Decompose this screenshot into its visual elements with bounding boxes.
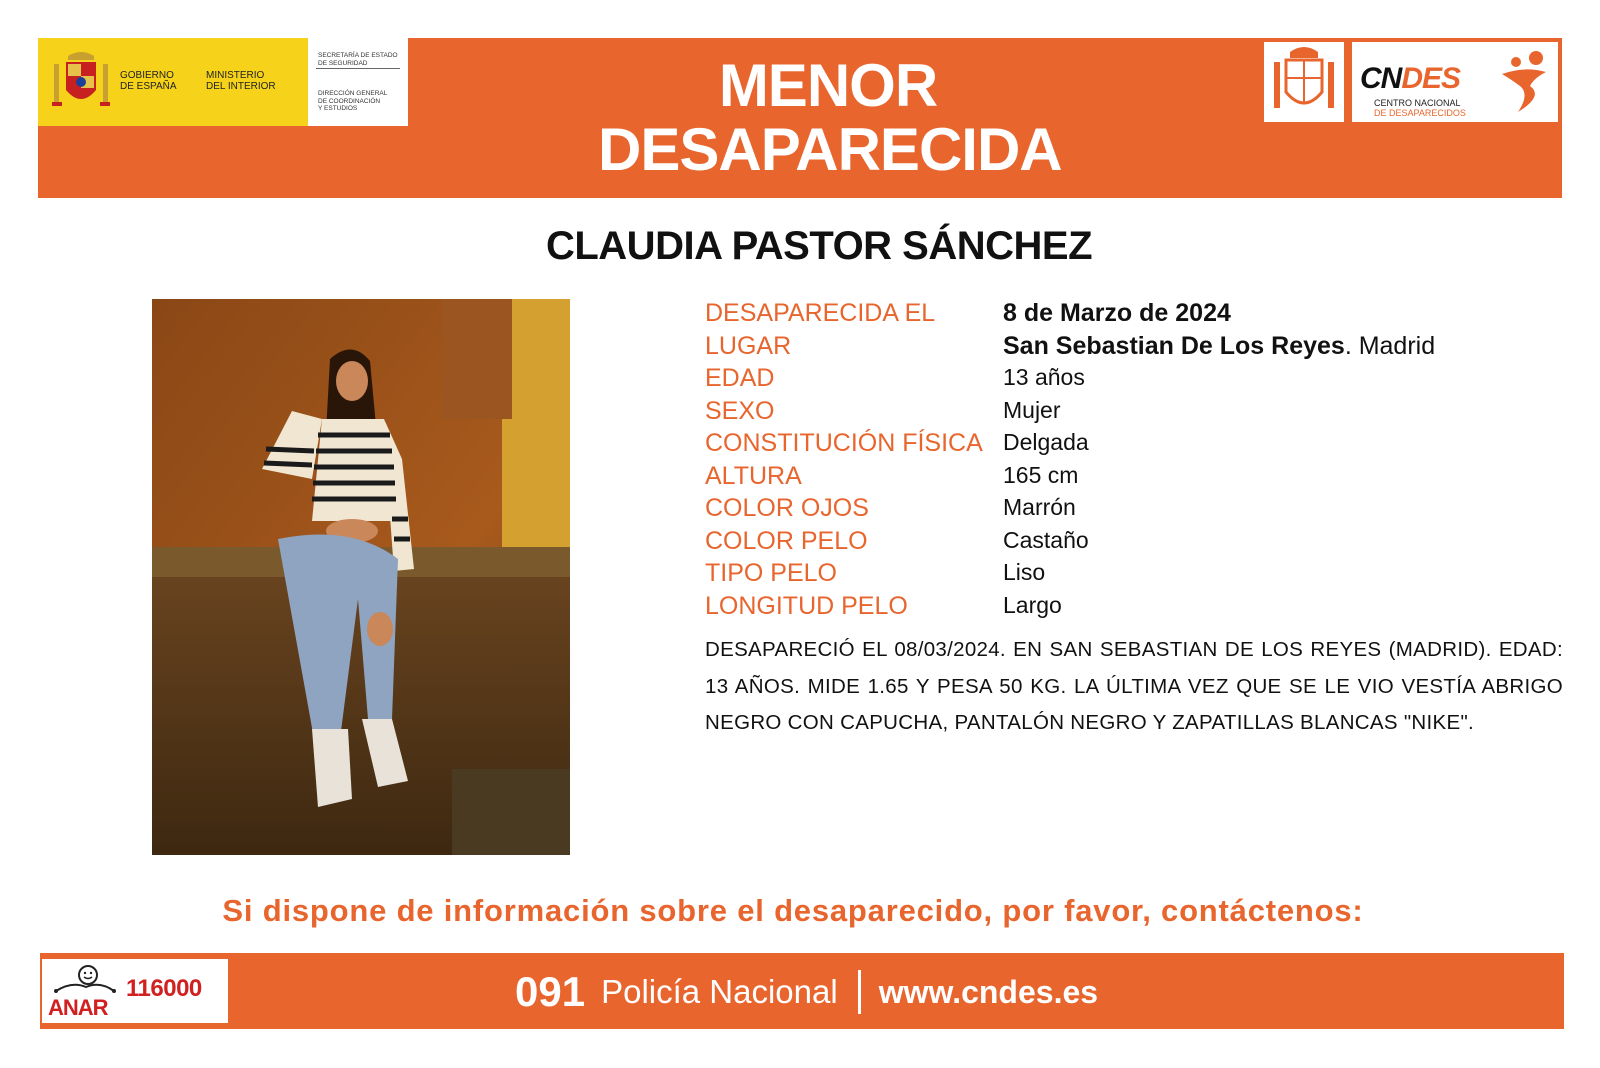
spain-coat-of-arms-icon xyxy=(1264,42,1344,122)
cndes-website: www.cndes.es xyxy=(878,973,1099,1010)
detail-row-tipo-pelo xyxy=(705,559,1565,592)
detail-label: LUGAR xyxy=(705,331,792,360)
detail-value-main: San Sebastian De Los Reyes xyxy=(1003,331,1345,360)
detail-value: Mujer xyxy=(1003,396,1061,423)
detail-row-color-pelo xyxy=(705,527,1565,560)
ministry-line1: MINISTERIO xyxy=(206,70,265,81)
ministry-name xyxy=(206,70,276,92)
spain-coat-of-arms-icon xyxy=(50,50,112,114)
photo-illustration xyxy=(152,299,570,855)
gov-line1: GOBIERNO xyxy=(120,70,174,81)
secretaria-line1: SECRETARÍA DE ESTADO xyxy=(318,52,398,59)
direccion-line1: DIRECCIÓN GENERAL xyxy=(318,90,388,97)
detail-row-longitud-pelo xyxy=(705,592,1565,625)
detail-value-main: 8 de Marzo de 2024 xyxy=(1003,299,1231,327)
detail-value: Liso xyxy=(1003,559,1046,585)
detail-value: Marrón xyxy=(1003,494,1076,520)
gov-name xyxy=(120,70,177,92)
government-logo-block xyxy=(38,38,408,126)
direccion-text xyxy=(318,90,387,113)
missing-person-photo xyxy=(152,299,570,855)
detail-label: CONSTITUCIÓN FÍSICA xyxy=(705,429,983,457)
detail-row-color-ojos xyxy=(705,494,1565,527)
contact-info xyxy=(515,965,1098,1019)
secretaria-text xyxy=(318,52,398,67)
anar-logo xyxy=(42,959,228,1023)
disappearance-description: DESAPARECIÓ EL 08/03/2024. EN SAN SEBASTIAN DE LOS REYES (MADRID). EDAD: 13 AÑOS. MIDE 1.65 Y PESA 50 KG. LA ÚLTIMA VEZ QUE SE LE VIO VESTÍA ABRIGO NEGRO CON CAPUCHA, PANTALÓN NEGRO Y ZAPATILLAS BLANCAS "NIKE". xyxy=(705,638,1563,734)
detail-row-lugar xyxy=(705,332,1565,365)
footer-banner xyxy=(40,953,1564,1029)
cndes-subtitle1: CENTRO NACIONAL xyxy=(1374,98,1461,108)
detail-row-sexo xyxy=(705,397,1565,430)
detail-label: DESAPARECIDA EL xyxy=(705,299,936,327)
header-banner xyxy=(38,38,1562,198)
gov-divider xyxy=(316,68,400,69)
cndes-des: DES xyxy=(1401,62,1461,95)
footer-separator xyxy=(858,970,861,1014)
detail-row-edad xyxy=(705,364,1565,397)
missing-person-name: CLAUDIA PASTOR SÁNCHEZ xyxy=(545,224,1093,268)
detail-row-desaparecida xyxy=(705,299,1565,332)
cndes-logo xyxy=(1352,42,1558,122)
poster-title-line2: DESAPARECIDA xyxy=(598,116,1062,183)
cndes-figure-icon xyxy=(1494,48,1554,116)
cndes-wordmark xyxy=(1360,62,1460,96)
spain-shield-logo xyxy=(1264,42,1344,122)
detail-value xyxy=(1003,332,1435,361)
anar-child-icon xyxy=(52,963,116,997)
police-name: Policía Nacional xyxy=(601,973,838,1010)
direccion-line2: DE COORDINACIÓN xyxy=(318,97,381,105)
contact-prompt: Si dispone de información sobre el desaparecido, por favor, contáctenos: xyxy=(222,893,1364,928)
direccion-line3: Y ESTUDIOS xyxy=(318,105,358,112)
cndes-cn: CN xyxy=(1360,62,1402,95)
ministry-line2: DEL INTERIOR xyxy=(206,81,276,92)
poster-title-line1: MENOR xyxy=(718,52,938,119)
anar-wordmark: ANAR xyxy=(48,995,108,1020)
detail-value-suffix: . Madrid xyxy=(1344,331,1436,360)
detail-label: LONGITUD PELO xyxy=(705,591,908,620)
person-details xyxy=(705,299,1565,624)
detail-value: Delgada xyxy=(1003,429,1089,455)
anar-phone: 116000 xyxy=(126,975,202,1002)
detail-value: 13 años xyxy=(1003,364,1085,390)
detail-row-altura xyxy=(705,462,1565,495)
cndes-subtitle2: DE DESAPARECIDOS xyxy=(1374,108,1466,118)
detail-row-constitucion xyxy=(705,429,1565,462)
poster-title xyxy=(598,52,1062,183)
detail-label: COLOR OJOS xyxy=(705,494,869,522)
detail-value: 165 cm xyxy=(1003,461,1079,488)
secretaria-line2: DE SEGURIDAD xyxy=(318,59,368,67)
police-phone: 091 xyxy=(515,968,586,1015)
gov-line2: DE ESPAÑA xyxy=(120,81,177,92)
detail-label: SEXO xyxy=(705,396,775,425)
detail-value: Largo xyxy=(1003,591,1062,618)
detail-value xyxy=(1003,299,1231,328)
detail-value: Castaño xyxy=(1003,526,1089,553)
detail-label: ALTURA xyxy=(705,461,802,490)
detail-label: EDAD xyxy=(705,364,775,392)
detail-label: TIPO PELO xyxy=(705,559,837,587)
detail-label: COLOR PELO xyxy=(705,526,868,555)
